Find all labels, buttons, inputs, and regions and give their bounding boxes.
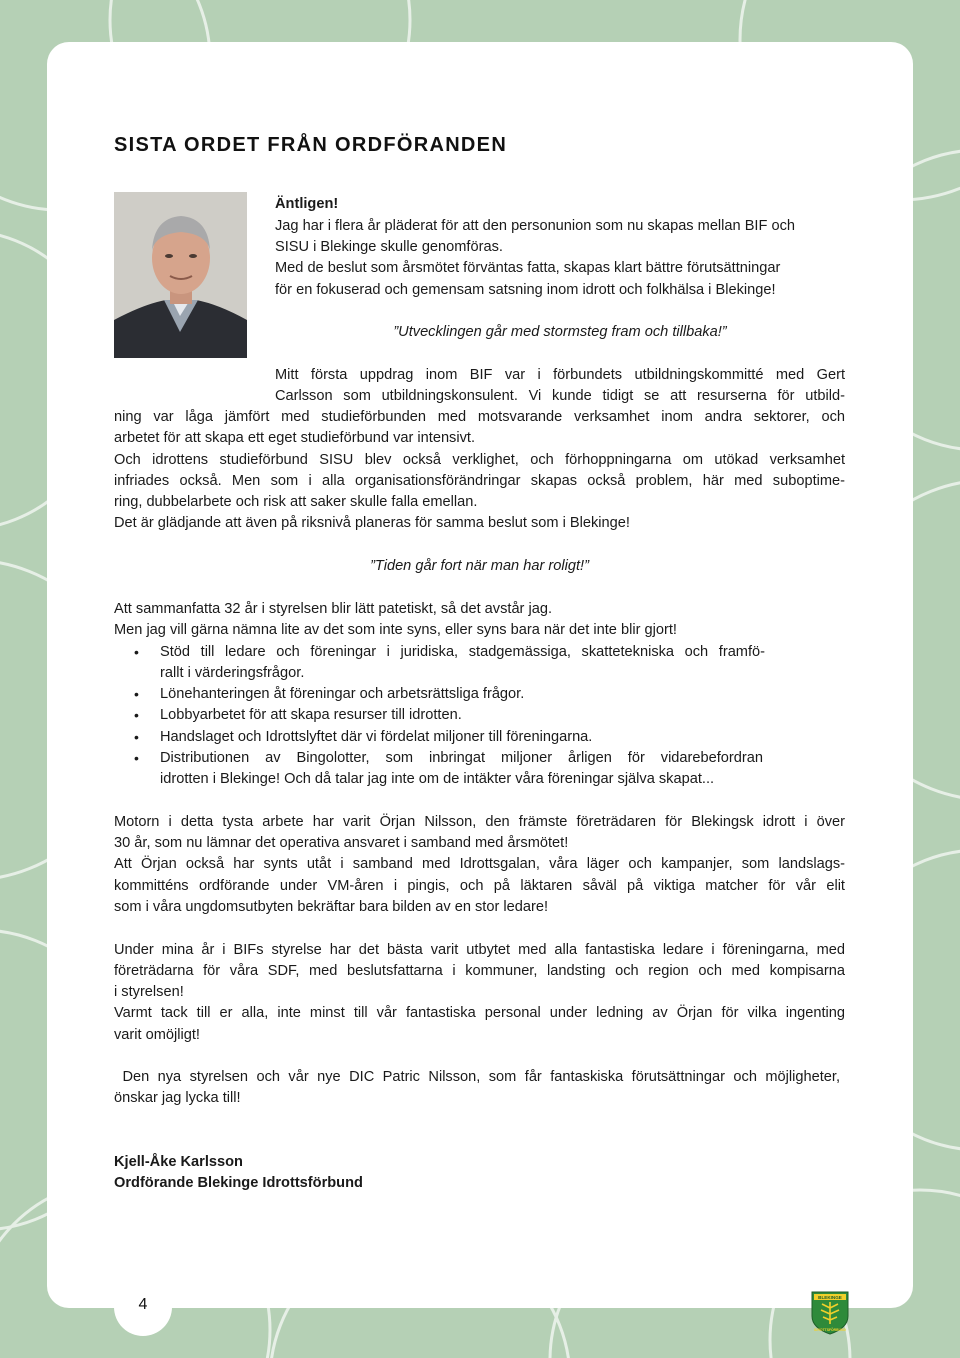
bullet-item-continued: idrotten i Blekinge! Och då talar jag inte om de intäkter våra föreningar själva skapat... (160, 771, 715, 787)
page-title: SISTA ORDET FRÅN ORDFÖRANDEN (114, 134, 508, 156)
bullet-marker: • (134, 644, 139, 660)
body-line: Mitt första uppdrag inom BIF var i förbundets utbildningskommitté med Gert (275, 367, 845, 383)
body-line: Den nya styrelsen och vår nye DIC Patric Nilsson, som får fantaskiska förutsättningar och möjligheter, (114, 1069, 840, 1085)
body-line: önskar jag lycka till! (114, 1090, 241, 1106)
body-line: i styrelsen! (114, 984, 184, 1000)
bullet-item: Lobbyarbetet för att skapa resurser till idrotten. (160, 707, 462, 723)
body-line: ring, dubbelarbete och risk att saker skulle falla emellan. (114, 494, 478, 510)
bullet-marker: • (134, 707, 139, 723)
blekinge-idrottsforbund-logo (806, 1286, 854, 1336)
body-line: företrädarna för våra SDF, med beslutsfattarna i kommuner, landsting och region och med kompisarna (114, 963, 845, 979)
bullet-item: Lönehanteringen åt föreningar och arbetsrättsliga frågor. (160, 686, 525, 702)
body-line: Motorn i detta tysta arbete har varit Örjan Nilsson, den främste företrädaren för Blekingsk idrott i över (114, 814, 845, 830)
body-line: infriades också. Men som i alla organisationsförändringar skapas också problem, här med suboptime- (114, 473, 845, 489)
body-line: Under mina år i BIFs styrelse har det bästa varit utbytet med alla fantastiska ledare i föreningarna, med (114, 942, 845, 958)
bullet-marker: • (134, 686, 139, 702)
intro-line: Med de beslut som årsmötet förväntas fatta, skapas klart bättre förutsättningar (275, 260, 781, 276)
body-line: ning var låga jämfört med studieförbunden med motsvarande verksamhet inom andra sektorer, och (114, 409, 845, 425)
body-line: Att Örjan också har synts utåt i samband med Idrottsgalan, våra läger och kampanjer, som landslags- (114, 856, 845, 872)
body-line: som i våra ungdomsutbyten bekräftar bara bilden av en stor ledare! (114, 899, 549, 915)
bullet-item: Distributionen av Bingolotter, som inbringat miljoner årligen för vidarebefordran (160, 750, 763, 766)
body-line: Men jag vill gärna nämna lite av det som inte syns, eller syns bara när det inte blir gjort! (114, 622, 677, 638)
body-line: Det är glädjande att även på riksnivå planeras för samma beslut som i Blekinge! (114, 515, 630, 531)
signature-name: Kjell-Åke Karlsson (114, 1154, 243, 1170)
svg-text:IDROTTSFÖRBUND: IDROTTSFÖRBUND (814, 1328, 846, 1332)
page-number: 4 (138, 1296, 148, 1313)
svg-text:BLEKINGE: BLEKINGE (818, 1295, 842, 1300)
body-line: kommitténs ordförande under VM-åren i pingis, och på läktaren såväl på viktiga matcher för vår elit (114, 878, 845, 894)
bullet-marker: • (134, 729, 139, 745)
body-line: varit omöjligt! (114, 1027, 200, 1043)
body-line: Varmt tack till er alla, inte minst till vår fantastiska personal under ledning av Örjan för vilka ingenting (114, 1005, 845, 1021)
bullet-item: Handslaget och Idrottslyftet där vi fördelat miljoner till föreningarna. (160, 729, 593, 745)
body-line: arbetet för att skapa ett eget studieförbund var intensivt. (114, 430, 476, 446)
author-photo (114, 192, 247, 358)
intro-line: Jag har i flera år pläderat för att den personunion som nu skapas mellan BIF och (275, 218, 795, 234)
signature-role: Ordförande Blekinge Idrottsförbund (114, 1175, 363, 1191)
quote-2: ”Tiden går fort när man har roligt!” (370, 558, 589, 574)
intro-line: för en fokuserad och gemensam satsning inom idrott och folkhälsa i Blekinge! (275, 282, 776, 298)
bullet-marker: • (134, 750, 139, 766)
bullet-item: Stöd till ledare och föreningar i juridiska, stadgemässiga, skattetekniska och framfö- (160, 644, 765, 660)
body-line: Carlsson som utbildningskonsulent. Vi kunde tidigt se att resurserna för utbild- (275, 388, 845, 404)
quote-1: ”Utvecklingen går med stormsteg fram och tillbaka!” (393, 324, 727, 340)
body-line: Att sammanfatta 32 år i styrelsen blir lätt patetiskt, så det avstår jag. (114, 601, 553, 617)
intro-line: SISU i Blekinge skulle genomföras. (275, 239, 503, 255)
body-line: 30 år, som nu lämnar det operativa ansvaret i samband med årsmötet! (114, 835, 569, 851)
body-line: Och idrottens studieförbund SISU blev också verklighet, och förhoppningarna om utökad verksamhet (114, 452, 845, 468)
intro-greeting: Äntligen! (275, 196, 339, 212)
bullet-item-continued: rallt i värderingsfrågor. (160, 665, 305, 681)
